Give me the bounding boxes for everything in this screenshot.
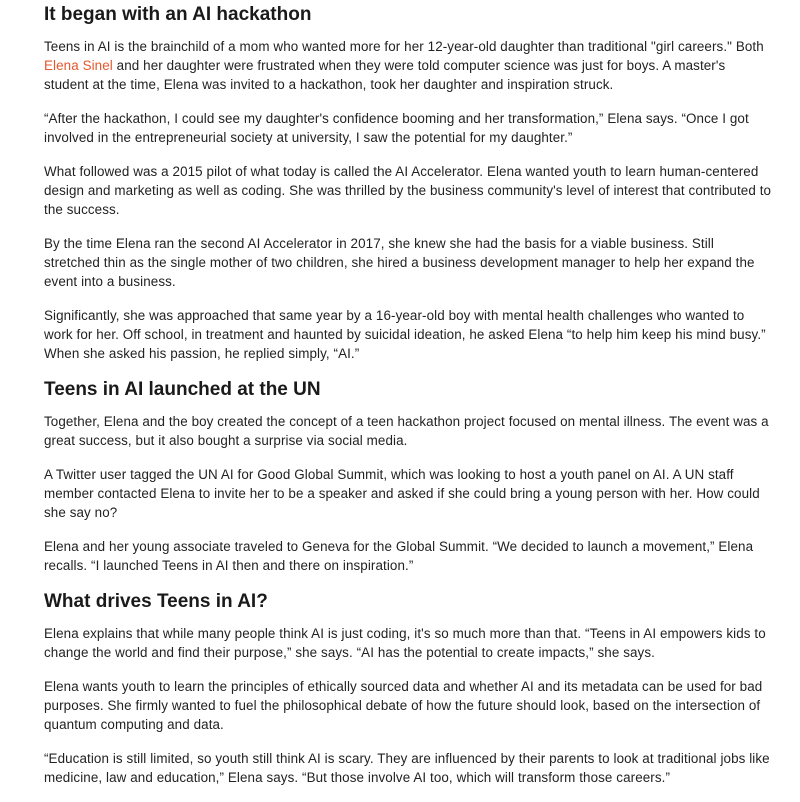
paragraph	[44, 37, 772, 94]
paragraph: Elena wants youth to learn the principles of ethically sourced data and whether AI and its metadata can be used for bad purposes. She firmly wanted to fuel the philosophical debate of how the future should look, based on the intersection of quantum computing and data.	[44, 679, 763, 732]
paragraph: “After the hackathon, I could see my daughter's confidence booming and her transformation,” Elena says. “Once I got involved in the entrepreneurial society at university, I saw the potential for my daughter.”	[44, 111, 749, 145]
paragraph: By the time Elena ran the second AI Accelerator in 2017, she knew she had the basis for a viable business. Still stretched thin as the single mother of two children, she hired a business development manager to help her expand the event into a business.	[44, 236, 755, 289]
paragraph: What followed was a 2015 pilot of what today is called the AI Accelerator. Elena wanted youth to learn human-centered design and marketing as well as coding. She was thrilled by the business community's level of interest that contributed to the success.	[44, 164, 772, 217]
paragraph: Elena explains that while many people think AI is just coding, it's so much more than that. “Teens in AI empowers kids to change the world and find their purpose,” she says. “AI has the potential to create impacts,” she says.	[44, 626, 766, 660]
paragraph-text: Teens in AI is the brainchild of a mom who wanted more for her 12-year-old daughter than traditional "girl careers." Both	[44, 39, 764, 54]
section-heading: It began with an AI hackathon	[44, 4, 312, 25]
article-body	[44, 0, 772, 802]
paragraph: Significantly, she was approached that same year by a 16-year-old boy with mental health challenges who wanted to work for her. Off school, in treatment and haunted by suicidal ideation, he asked Elena “to help him keep his mind busy.” When she asked his passion, he replied simply, “AI.”	[44, 308, 766, 361]
paragraph: Together, Elena and the boy created the concept of a teen hackathon project focused on mental illness. The event was a great success, but it also bought a surprise via social media.	[44, 414, 769, 448]
section-heading: Teens in AI launched at the UN	[44, 379, 321, 400]
paragraph: A Twitter user tagged the UN AI for Good Global Summit, which was looking to host a youth panel on AI. A UN staff member contacted Elena to invite her to be a speaker and asked if she could bring a young person with her. How could she say no?	[44, 467, 760, 520]
paragraph-text: and her daughter were frustrated when they were told computer science was just for boys. A master's student at the time, Elena was invited to a hackathon, took her daughter and inspiration struck.	[44, 58, 726, 92]
paragraph: “Education is still limited, so youth still think AI is scary. They are influenced by their parents to look at traditional jobs like medicine, law and education,” Elena says. “But those involve AI too, which will transform those careers.”	[44, 751, 770, 785]
paragraph: Elena and her young associate traveled to Geneva for the Global Summit. “We decided to launch a movement,” Elena recalls. “I launched Teens in AI then and there on inspiration.”	[44, 539, 754, 573]
section-heading: What drives Teens in AI?	[44, 591, 268, 612]
elena-sinel-link[interactable]: Elena Sinel	[44, 58, 113, 73]
